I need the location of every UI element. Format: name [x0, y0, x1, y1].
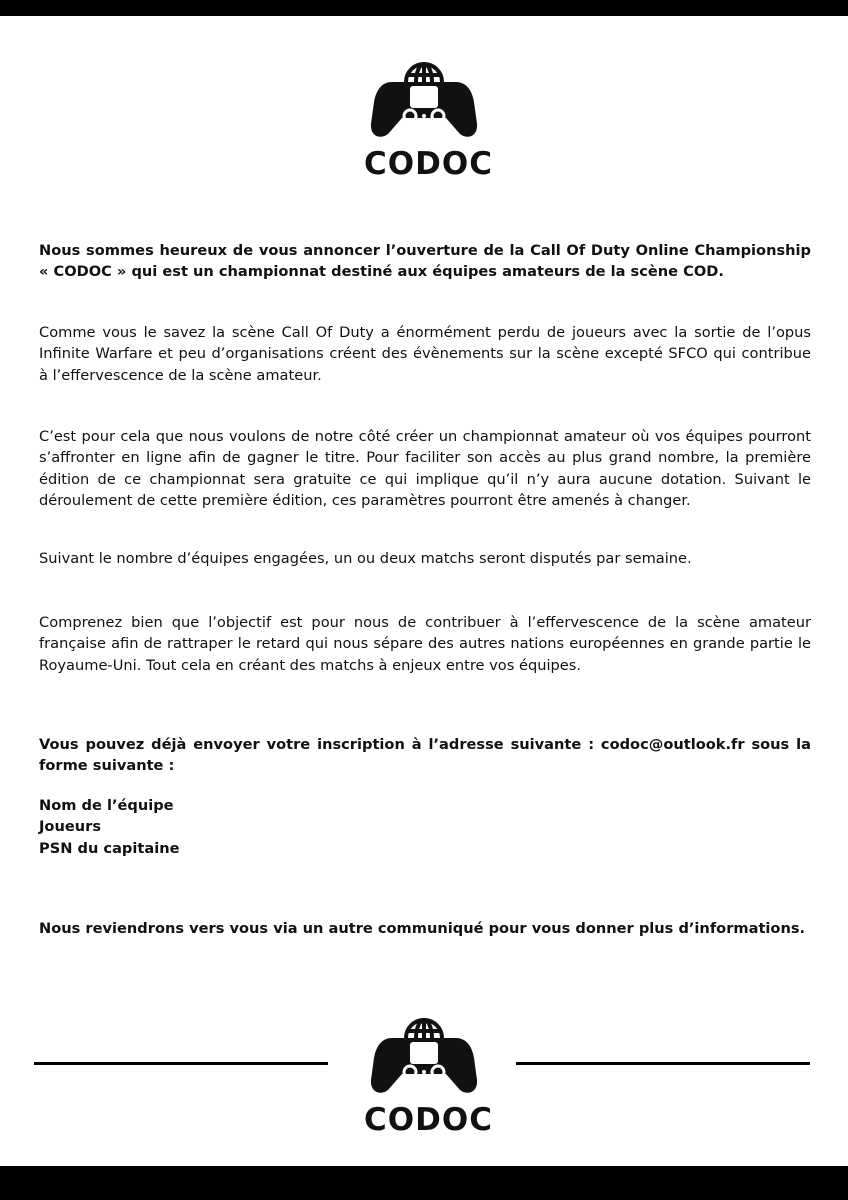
brand-wordmark: CODOC	[364, 146, 493, 182]
codoc-logo-header	[364, 60, 493, 182]
paragraph-context: Comme vous le savez la scène Call Of Duty a énormément perdu de joueurs avec la sortie de l’opus Infinite Warfare et peu d’organisations créent des évènements sur la scène excepté SFCO qui contribue à l’effervescence de la scène amateur.	[39, 324, 811, 384]
paragraph-objective: Comprenez bien que l’objectif est pour nous de contribuer à l’effervescence de la scène amateur française afin de rattraper le retard qui nous sépare des autres nations européennes en grande partie le Royaume-Uni. Tout cela en créant des matchs à enjeux entre vos équipes.	[39, 614, 811, 674]
paragraph-purpose: C’est pour cela que nous voulons de notre côté créer un championnat amateur où vos équipes pourront s’affronter en ligne afin de gagner le titre. Pour faciliter son accès au plus grand nombre, la première édition de ce championnat sera gratuite ce qui implique qu’il n’y aura aucune dotation. Suivant le déroulement de cette première édition, ces paramètres pourront être amenés à changer.	[39, 428, 811, 510]
form-field-list	[39, 795, 179, 859]
intro-paragraph: Nous sommes heureux de vous annoncer l’ouverture de la Call Of Duty Online Championship « CODOC » qui est un championnat destiné aux équipes amateurs de la scène COD.	[39, 242, 811, 281]
closing-paragraph: Nous reviendrons vers vous via un autre communiqué pour vous donner plus d’informations.	[39, 920, 806, 937]
gamepad-globe-icon	[370, 60, 478, 140]
brand-wordmark-footer: CODOC	[364, 1102, 493, 1138]
footer-rule-right	[516, 1062, 810, 1065]
registration-paragraph: Vous pouvez déjà envoyer votre inscription à l’adresse suivante : codoc@outlook.fr sous la forme suivante :	[39, 736, 811, 775]
form-field-team-name: Nom de l’équipe	[39, 797, 174, 814]
form-field-captain-psn: PSN du capitaine	[39, 839, 180, 857]
codoc-logo-footer	[364, 1016, 493, 1138]
footer-rule-left	[34, 1062, 328, 1065]
gamepad-globe-icon	[370, 1016, 478, 1096]
bottom-bar	[0, 1166, 848, 1200]
paragraph-schedule: Suivant le nombre d’équipes engagées, un ou deux matchs seront disputés par semaine.	[39, 550, 692, 567]
top-bar	[0, 0, 848, 16]
form-field-players: Joueurs	[39, 818, 102, 836]
